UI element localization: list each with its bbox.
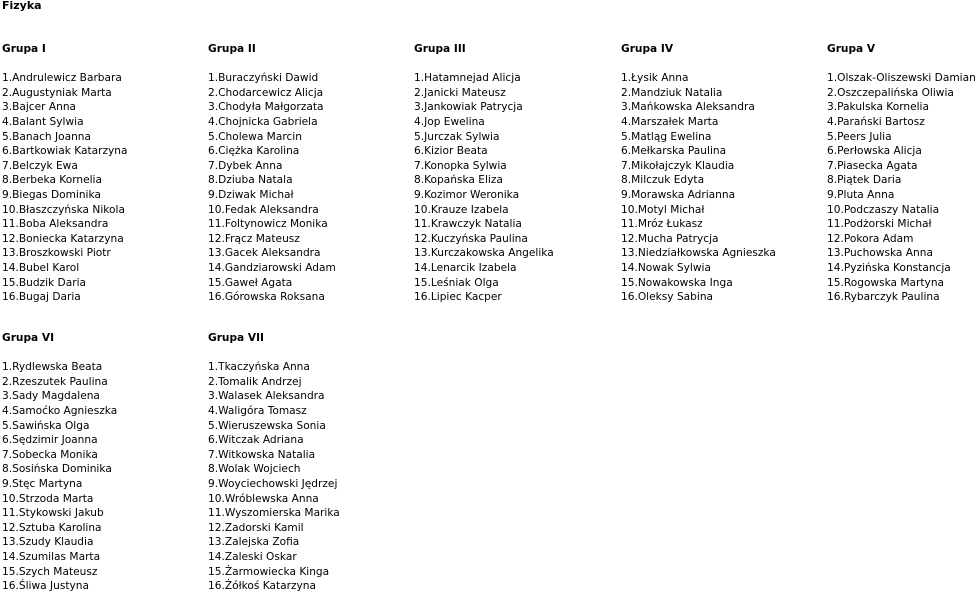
- student-entry: 1.Olszak-Oliszewski Damian: [827, 72, 976, 85]
- student-entry: 15.Szych Mateusz: [2, 565, 98, 578]
- group-header: Grupa VII: [208, 332, 264, 344]
- student-entry: 4.Waligóra Tomasz: [208, 404, 307, 417]
- student-entry: 12.Kuczyńska Paulina: [414, 232, 528, 245]
- student-entry: 7.Konopka Sylwia: [414, 159, 507, 172]
- student-entry: 7.Belczyk Ewa: [2, 159, 78, 172]
- student-entry: 8.Kopańska Eliza: [414, 174, 503, 187]
- student-entry: 12.Pokora Adam: [827, 232, 914, 245]
- student-entry: 10.Strzoda Marta: [2, 492, 94, 505]
- student-list: [208, 360, 413, 594]
- group-5: [827, 42, 976, 305]
- page-title: Fizyka: [2, 0, 42, 12]
- student-entry: 8.Piątek Daria: [827, 174, 902, 187]
- student-entry: 16.Oleksy Sabina: [621, 291, 714, 304]
- student-entry: 2.Chodarcewicz Alicja: [208, 86, 324, 99]
- student-entry: 14.Nowak Sylwia: [621, 261, 711, 274]
- student-entry: 3.Jankowiak Patrycja: [414, 101, 523, 114]
- student-entry: 6.Mełkarska Paulina: [621, 145, 727, 158]
- student-entry: 10.Podczaszy Natalia: [827, 203, 940, 216]
- student-entry: 8.Wolak Wojciech: [208, 463, 301, 476]
- student-entry: 12.Frącz Mateusz: [208, 232, 300, 245]
- student-entry: 4.Chojnicka Gabriela: [208, 115, 318, 128]
- student-entry: 8.Berbeka Kornelia: [2, 174, 102, 187]
- student-entry: 6.Kizior Beata: [414, 145, 488, 158]
- student-entry: 13.Kurczakowska Angelika: [414, 247, 554, 260]
- group-header: Grupa II: [208, 43, 256, 55]
- student-entry: 5.Banach Joanna: [2, 130, 91, 143]
- student-entry: 9.Biegas Dominika: [2, 188, 101, 201]
- student-entry: 8.Dziuba Natala: [208, 174, 293, 187]
- group-header: Grupa IV: [621, 43, 674, 55]
- student-entry: 4.Jop Ewelina: [414, 115, 485, 128]
- student-entry: 12.Mucha Patrycja: [621, 232, 719, 245]
- student-entry: 5.Jurczak Sylwia: [414, 130, 500, 143]
- student-list: [827, 71, 976, 305]
- student-entry: 16.Lipiec Kacper: [414, 291, 502, 304]
- student-entry: 13.Gacek Aleksandra: [208, 247, 321, 260]
- student-entry: 4.Parański Bartosz: [827, 115, 925, 128]
- student-entry: 9.Dziwak Michał: [208, 188, 294, 201]
- student-entry: 3.Sady Magdalena: [2, 390, 100, 403]
- student-list: [621, 71, 826, 305]
- student-entry: 11.Boba Aleksandra: [2, 218, 109, 231]
- group-7: [208, 331, 413, 594]
- student-entry: 11.Foltynowicz Monika: [208, 218, 328, 231]
- student-entry: 5.Wieruszewska Sonia: [208, 419, 326, 432]
- student-entry: 13.Puchowska Anna: [827, 247, 933, 260]
- student-entry: 6.Perłowska Alicja: [827, 145, 922, 158]
- student-entry: 16.Górowska Roksana: [208, 291, 325, 304]
- student-entry: 6.Ciężka Karolina: [208, 145, 300, 158]
- student-entry: 13.Niedziałkowska Agnieszka: [621, 247, 776, 260]
- student-entry: 14.Gandziarowski Adam: [208, 261, 336, 274]
- student-entry: 6.Bartkowiak Katarzyna: [2, 145, 128, 158]
- student-entry: 2.Oszczepalińska Oliwia: [827, 86, 954, 99]
- student-entry: 10.Krauze Izabela: [414, 203, 509, 216]
- student-entry: 1.Hatamnejad Alicja: [414, 72, 521, 85]
- student-entry: 16.Rybarczyk Paulina: [827, 291, 940, 304]
- student-entry: 10.Fedak Aleksandra: [208, 203, 319, 216]
- student-entry: 11.Podżorski Michał: [827, 218, 932, 231]
- student-entry: 7.Piasecka Agata: [827, 159, 918, 172]
- student-entry: 15.Leśniak Olga: [414, 276, 499, 289]
- student-entry: 13.Broszkowski Piotr: [2, 247, 111, 260]
- student-entry: 12.Zadorski Kamil: [208, 521, 304, 534]
- student-entry: 6.Witczak Adriana: [208, 434, 304, 447]
- student-entry: 4.Balant Sylwia: [2, 115, 84, 128]
- student-list: [2, 360, 207, 594]
- group-header: Grupa V: [827, 43, 876, 55]
- student-entry: 16.Żółkoś Katarzyna: [208, 580, 317, 593]
- student-entry: 5.Matląg Ewelina: [621, 130, 712, 143]
- student-entry: 14.Lenarcik Izabela: [414, 261, 517, 274]
- student-entry: 14.Bubel Karol: [2, 261, 80, 274]
- student-entry: 16.Bugaj Daria: [2, 291, 81, 304]
- student-entry: 10.Błaszczyńska Nikola: [2, 203, 125, 216]
- student-entry: 10.Motyl Michał: [621, 203, 705, 216]
- student-entry: 11.Mróz Łukasz: [621, 218, 703, 231]
- group-header: Grupa VI: [2, 332, 55, 344]
- group-header: Grupa I: [2, 43, 46, 55]
- student-entry: 3.Chodyła Małgorzata: [208, 101, 324, 114]
- student-entry: 12.Boniecka Katarzyna: [2, 232, 124, 245]
- student-list: [414, 71, 619, 305]
- group-3: [414, 42, 619, 305]
- student-entry: 1.Buraczyński Dawid: [208, 72, 319, 85]
- student-entry: 15.Gaweł Agata: [208, 276, 293, 289]
- student-entry: 14.Pyzińska Konstancja: [827, 261, 951, 274]
- student-entry: 12.Sztuba Karolina: [2, 521, 102, 534]
- student-entry: 8.Milczuk Edyta: [621, 174, 705, 187]
- student-entry: 7.Mikołajczyk Klaudia: [621, 159, 735, 172]
- student-entry: 13.Szudy Klaudia: [2, 536, 94, 549]
- student-entry: 7.Witkowska Natalia: [208, 448, 316, 461]
- student-entry: 2.Janicki Mateusz: [414, 86, 506, 99]
- student-entry: 3.Walasek Aleksandra: [208, 390, 325, 403]
- student-entry: 1.Andrulewicz Barbara: [2, 72, 122, 85]
- student-entry: 13.Zalejska Zofia: [208, 536, 300, 549]
- student-entry: 7.Sobecka Monika: [2, 448, 98, 461]
- student-entry: 15.Żarmowiecka Kinga: [208, 565, 330, 578]
- student-entry: 15.Budzik Daria: [2, 276, 86, 289]
- student-entry: 11.Stykowski Jakub: [2, 507, 104, 520]
- student-entry: 3.Bajcer Anna: [2, 101, 77, 114]
- student-list: [208, 71, 413, 305]
- group-header: Grupa III: [414, 43, 466, 55]
- student-entry: 9.Kozimor Weronika: [414, 188, 520, 201]
- student-entry: 16.Śliwa Justyna: [2, 580, 89, 593]
- student-entry: 2.Augustyniak Marta: [2, 86, 112, 99]
- student-entry: 14.Szumilas Marta: [2, 550, 101, 563]
- group-2: [208, 42, 413, 305]
- student-entry: 1.Tkaczyńska Anna: [208, 361, 310, 374]
- student-entry: 5.Cholewa Marcin: [208, 130, 302, 143]
- student-entry: 15.Rogowska Martyna: [827, 276, 945, 289]
- student-entry: 6.Sędzimir Joanna: [2, 434, 98, 447]
- student-entry: 7.Dybek Anna: [208, 159, 283, 172]
- student-entry: 2.Rzeszutek Paulina: [2, 375, 108, 388]
- student-entry: 9.Morawska Adrianna: [621, 188, 736, 201]
- student-entry: 4.Marszałek Marta: [621, 115, 719, 128]
- student-entry: 10.Wróblewska Anna: [208, 492, 319, 505]
- group-6: [2, 331, 207, 594]
- group-4: [621, 42, 826, 305]
- student-entry: 2.Tomalik Andrzej: [208, 375, 302, 388]
- student-entry: 4.Samoćko Agnieszka: [2, 404, 118, 417]
- student-entry: 2.Mandziuk Natalia: [621, 86, 723, 99]
- student-entry: 8.Sosińska Dominika: [2, 463, 112, 476]
- student-entry: 1.Rydlewska Beata: [2, 361, 103, 374]
- student-entry: 9.Woyciechowski Jędrzej: [208, 477, 338, 490]
- student-entry: 14.Zaleski Oskar: [208, 550, 297, 563]
- student-entry: 11.Krawczyk Natalia: [414, 218, 522, 231]
- student-entry: 1.Łysik Anna: [621, 72, 689, 85]
- student-entry: 5.Sawińska Olga: [2, 419, 90, 432]
- student-entry: 11.Wyszomierska Marika: [208, 507, 340, 520]
- group-1: [2, 42, 207, 305]
- student-entry: 3.Pakulska Kornelia: [827, 101, 929, 114]
- student-entry: 9.Pluta Anna: [827, 188, 895, 201]
- student-entry: 3.Mańkowska Aleksandra: [621, 101, 755, 114]
- student-list: [2, 71, 207, 305]
- student-entry: 15.Nowakowska Inga: [621, 276, 733, 289]
- student-entry: 5.Peers Julia: [827, 130, 892, 143]
- student-entry: 9.Stęc Martyna: [2, 477, 83, 490]
